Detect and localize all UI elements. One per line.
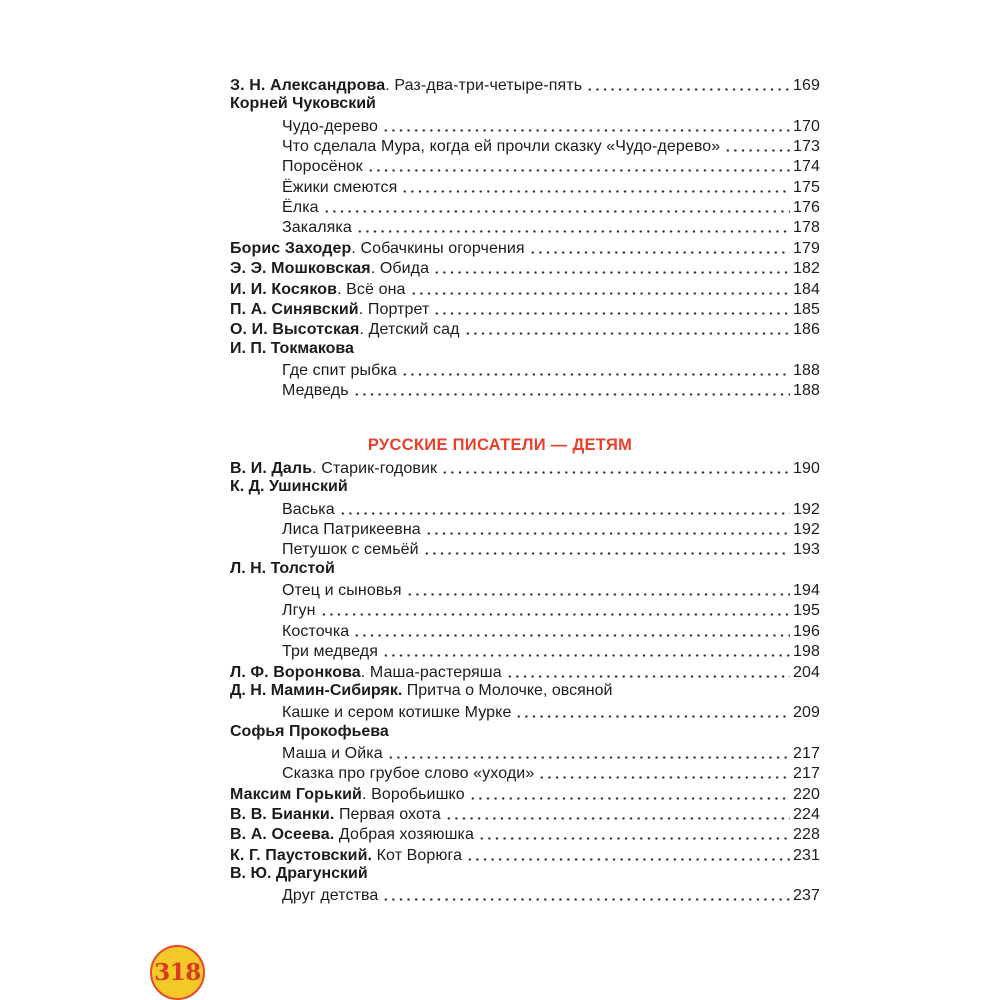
toc-entry (230, 681, 820, 703)
toc-author: П. А. Синявский (230, 300, 359, 318)
toc-page-number: 194 (793, 582, 820, 600)
toc-page-number: 190 (793, 460, 820, 477)
toc-author: Л. Н. Толстой (230, 559, 335, 577)
toc-entry (282, 155, 820, 176)
toc-title: Отец и сыновья (282, 582, 402, 600)
toc-title: Поросёнок (282, 158, 363, 176)
section-heading: РУССКИЕ ПИСАТЕЛИ — ДЕТЯМ (367, 436, 633, 454)
toc-separator: . (385, 77, 395, 94)
toc-author: Борис Заходер (230, 239, 352, 257)
toc-page-number: 209 (793, 704, 820, 722)
dot-leader (323, 210, 790, 213)
toc-title: Друг детства (282, 887, 379, 905)
toc-author: К. Д. Ушинский (230, 478, 348, 496)
toc-title: Кашке и сером котишке Мурке (282, 704, 512, 722)
toc-entry (282, 884, 820, 905)
toc-page-number: 185 (793, 300, 820, 318)
toc-author: Корней Чуковский (230, 95, 376, 113)
dot-leader (433, 312, 790, 315)
dot-leader (529, 251, 790, 254)
dot-leader (464, 332, 790, 335)
toc-title: Собачкины огорчения (360, 239, 525, 257)
dot-leader (382, 129, 790, 132)
toc-title: Маша и Ойка (282, 744, 383, 762)
toc-entry (282, 498, 820, 519)
dot-leader (382, 654, 790, 657)
toc-entry (282, 359, 820, 380)
toc-page-number: 217 (793, 744, 820, 762)
toc-page-number: 173 (793, 138, 820, 156)
toc-entry (282, 742, 820, 763)
toc-author: В. А. Осеева. (230, 826, 335, 844)
toc-title: Добрая хозяюшка (338, 826, 474, 844)
toc-page-number: 228 (793, 826, 820, 844)
toc-page-number: 176 (793, 199, 820, 217)
toc-title: Чудо-дерево (282, 117, 379, 135)
toc-title: Обида (379, 260, 430, 278)
toc-page-number: 217 (793, 765, 820, 783)
page-number: 318 (154, 959, 201, 986)
toc-separator: . (337, 280, 347, 298)
toc-entry (230, 844, 820, 865)
toc-page-number: 179 (793, 239, 820, 257)
toc-title: Косточка (282, 622, 350, 640)
toc-author: В. Ю. Драгунский (230, 865, 368, 882)
toc-page-number: 198 (793, 643, 820, 661)
dot-leader (410, 292, 790, 295)
toc-title: Три медведя (282, 643, 379, 661)
toc-page-number: 193 (793, 541, 820, 559)
toc-author-heading (230, 722, 820, 744)
toc-page-number: 178 (793, 219, 820, 237)
toc-entry (282, 701, 820, 722)
toc-title: Старик-годовик (321, 460, 438, 477)
toc-title: Притча о Молочке, овсяной (406, 681, 613, 699)
toc-page-number: 231 (793, 846, 820, 864)
dot-leader (382, 898, 790, 901)
toc-separator: . (312, 460, 322, 477)
toc-title: Что сделала Мура, когда ей прочли сказку «Чудо-дерево» (282, 138, 721, 156)
toc-title: Ёжики смеются (282, 178, 398, 196)
toc-entry (230, 257, 820, 278)
toc-page-number: 170 (793, 117, 820, 135)
toc-title: Ёлка (282, 199, 319, 217)
toc-entry (282, 599, 820, 620)
toc-entry (230, 298, 820, 319)
toc-title: Воробьишко (371, 785, 465, 803)
toc-author: З. Н. Александрова (230, 77, 386, 94)
toc-page-number: 224 (793, 805, 820, 823)
toc-entry (282, 640, 820, 661)
toc-author: Максим Горький (230, 785, 362, 803)
toc-page-number: 174 (793, 158, 820, 176)
dot-leader (469, 797, 790, 800)
toc-author-heading (230, 477, 820, 499)
toc-page-number: 184 (793, 280, 820, 298)
toc-author: И. П. Токмакова (230, 339, 354, 357)
toc-title: Кот Ворюга (376, 846, 463, 864)
toc-page-number: 186 (793, 321, 820, 339)
toc-separator: . (359, 321, 369, 339)
toc-title: Закаляка (282, 219, 352, 237)
toc-page-number: 220 (793, 785, 820, 803)
dot-leader (586, 88, 790, 91)
dot-leader (401, 373, 790, 376)
toc-entry (282, 579, 820, 600)
toc-entry (282, 176, 820, 197)
toc-entry (230, 237, 820, 258)
dot-leader (724, 149, 790, 152)
toc-separator: . (360, 663, 370, 681)
toc-separator: . (351, 239, 361, 257)
toc-title: Всё она (346, 280, 406, 298)
toc-title: Сказка про грубое слово «уходи» (282, 765, 535, 783)
toc-author-heading (230, 864, 820, 886)
toc-entry (282, 216, 820, 237)
dot-leader (441, 471, 790, 474)
toc-author: В. В. Бианки. (230, 805, 335, 823)
toc-title: Маша-растеряша (369, 663, 502, 681)
toc-author: Л. Ф. Воронкова (230, 663, 361, 681)
toc-entry (230, 783, 820, 804)
toc-entry (282, 135, 820, 156)
toc-page-number: 237 (793, 887, 820, 905)
toc-title: Детский сад (368, 321, 460, 339)
toc-page-number: 196 (793, 622, 820, 640)
toc-page-number: 195 (793, 602, 820, 620)
dot-leader (320, 613, 790, 616)
dot-leader (515, 715, 790, 718)
toc-entry (282, 379, 820, 400)
toc-title: Портрет (367, 300, 430, 318)
toc-author: Э. Э. Мошковская (230, 260, 371, 278)
toc-title: Васька (282, 500, 335, 518)
toc-author-heading (230, 339, 820, 361)
toc-entry (230, 457, 820, 478)
toc-entry (282, 115, 820, 136)
dot-leader (356, 230, 790, 233)
toc-entry (230, 803, 820, 824)
toc-title: Лиса Патрикеевна (282, 521, 421, 539)
toc-entry (282, 518, 820, 539)
toc-page-number: 169 (793, 77, 820, 94)
dot-leader (353, 634, 790, 637)
toc-page-number: 175 (793, 178, 820, 196)
dot-leader (353, 393, 790, 396)
toc-entry (282, 620, 820, 641)
toc-author: Софья Прокофьева (230, 722, 389, 740)
dot-leader (387, 756, 790, 759)
dot-leader (466, 858, 790, 861)
toc-page-number: 192 (793, 500, 820, 518)
toc-author-heading (230, 94, 820, 116)
dot-leader (406, 593, 790, 596)
toc-entry (230, 661, 820, 682)
dot-leader (339, 512, 790, 515)
dot-leader (506, 675, 790, 678)
toc-page-number: 188 (793, 361, 820, 379)
toc-author: В. И. Даль (230, 460, 313, 477)
toc-entry (230, 823, 820, 844)
toc-title: Лгун (282, 602, 316, 620)
toc-title: Медведь (282, 382, 349, 400)
toc-title: Раз-два-три-четыре-пять (394, 77, 583, 94)
toc-title: Где спит рыбка (282, 361, 397, 379)
toc-entry (230, 318, 820, 339)
toc-separator: . (370, 260, 380, 278)
toc-author: О. И. Высотская (230, 321, 360, 339)
toc-entry (230, 278, 820, 299)
toc-entry (282, 762, 820, 783)
toc-page-number: 192 (793, 521, 820, 539)
dot-leader (423, 552, 790, 555)
toc-author-heading (230, 559, 820, 581)
page-number-badge (150, 945, 205, 1000)
dot-leader (433, 271, 790, 274)
dot-leader (445, 817, 790, 820)
toc-page-number: 204 (793, 663, 820, 681)
toc-title: Петушок с семьёй (282, 541, 419, 559)
toc-author: И. И. Косяков (230, 280, 338, 298)
dot-leader (425, 532, 790, 535)
toc-entry (282, 196, 820, 217)
dot-leader (367, 169, 790, 172)
toc-separator: . (361, 785, 372, 803)
toc-entry (230, 74, 820, 95)
toc-page-number: 182 (793, 260, 820, 278)
toc-author: К. Г. Паустовский. (230, 846, 373, 864)
toc-entry (282, 538, 820, 559)
toc-page-number: 188 (793, 382, 820, 400)
dot-leader (538, 776, 790, 779)
toc-separator: . (358, 300, 368, 318)
dot-leader (401, 190, 790, 193)
dot-leader (478, 837, 790, 840)
toc-title: Первая охота (338, 805, 441, 823)
toc-author: Д. Н. Мамин-Сибиряк. (230, 681, 403, 699)
